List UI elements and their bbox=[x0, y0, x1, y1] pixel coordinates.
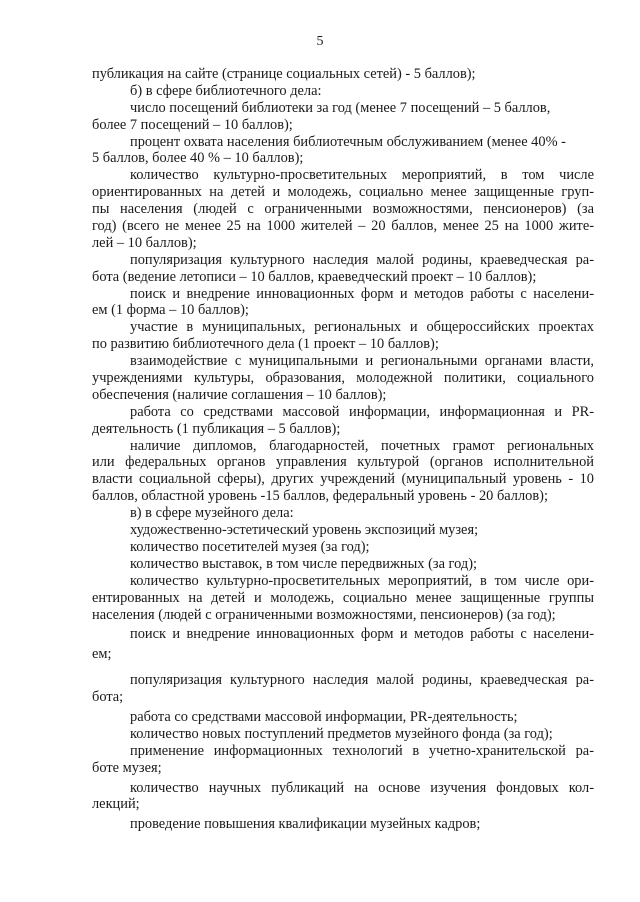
text-line: число посещений библиотеки за год (менее 7 посещений – 5 баллов, bbox=[130, 99, 551, 116]
text-line: год) (всего не менее 25 на 1000 жителей – 20 баллов, менее 25 на 1000 жите- bbox=[92, 218, 594, 235]
text-line: лей – 10 баллов); bbox=[92, 234, 197, 251]
text-line: пы населения (людей с ограниченными возможностями, пенсионеров) (за bbox=[92, 201, 594, 218]
text-line: населения (людей с ограниченными возможностями, пенсионеров) (за год); bbox=[92, 606, 556, 623]
text-line: работа со средствами массовой информации, информационная и PR- bbox=[130, 403, 594, 420]
text-line: ем (1 форма – 10 баллов); bbox=[92, 302, 249, 319]
text-line: бота; bbox=[92, 689, 124, 706]
text-line: работа со средствами массовой информации, PR-деятельность; bbox=[130, 708, 518, 725]
text-line: популяризация культурного наследия малой родины, краеведческая ра- bbox=[130, 672, 594, 689]
text-line: ентированных на детей и молодежь, социально менее защищенные группы bbox=[92, 589, 594, 606]
text-line: художественно-эстетический уровень экспозиций музея; bbox=[130, 522, 479, 539]
text-line: лекций; bbox=[92, 796, 140, 813]
text-line: обеспечения (наличие соглашения – 10 баллов); bbox=[92, 386, 387, 403]
text-line: б) в сфере библиотечного дела: bbox=[130, 82, 322, 99]
text-line: ем; bbox=[92, 646, 112, 663]
text-line: баллов, областной уровень -15 баллов, федеральный уровень - 20 баллов); bbox=[92, 488, 548, 505]
text-line: учреждениями культуры, образования, молодежной политики, социального bbox=[92, 370, 594, 387]
text-line: 5 баллов, более 40 % – 10 баллов); bbox=[92, 150, 304, 167]
text-line: взаимодействие с муниципальными и региональными органами власти, bbox=[130, 353, 594, 370]
text-line: количество посетителей музея (за год); bbox=[130, 538, 370, 555]
text-line: участие в муниципальных, региональных и общероссийских проектах bbox=[130, 319, 594, 336]
text-line: количество научных публикаций на основе изучения фондовых кол- bbox=[130, 779, 594, 796]
text-line: количество культурно-просветительных мероприятий, в том числе ори- bbox=[130, 572, 594, 589]
text-line: количество новых поступлений предметов музейного фонда (за год); bbox=[130, 725, 553, 742]
text-line: боте музея; bbox=[92, 759, 162, 776]
text-line: или федеральных органов управления культурой (органов исполнительной bbox=[92, 454, 594, 471]
text-line: публикация на сайте (странице социальных сетей) - 5 баллов); bbox=[92, 66, 476, 82]
text-line: поиск и внедрение инновационных форм и методов работы с населени- bbox=[130, 626, 594, 643]
document-body bbox=[92, 66, 594, 833]
text-line: поиск и внедрение инновационных форм и методов работы с населени- bbox=[130, 285, 594, 302]
text-line: наличие дипломов, благодарностей, почетных грамот региональных bbox=[130, 437, 594, 454]
text-line: ориентированных на детей и молодежь, социально менее защищенные груп- bbox=[92, 184, 594, 201]
text-line: в) в сфере музейного дела: bbox=[130, 505, 294, 522]
text-line: проведение повышения квалификации музейных кадров; bbox=[130, 816, 481, 833]
page-number: 5 bbox=[316, 34, 324, 49]
text-line: бота (ведение летописи – 10 баллов, краеведческий проект – 10 баллов); bbox=[92, 268, 537, 285]
text-line: по развитию библиотечного дела (1 проект – 10 баллов); bbox=[92, 336, 439, 353]
text-line: количество выставок, в том числе передвижных (за год); bbox=[130, 555, 477, 572]
text-line: власти социальной сферы), других учреждений (муниципальный уровень - 10 bbox=[92, 471, 594, 488]
text-line: процент охвата населения библиотечным обслуживанием (менее 40% - bbox=[130, 133, 566, 150]
text-line: деятельность (1 публикация – 5 баллов); bbox=[92, 420, 341, 437]
text-line: популяризация культурного наследия малой родины, краеведческая ра- bbox=[130, 251, 594, 268]
text-line: более 7 посещений – 10 баллов); bbox=[92, 116, 293, 133]
text-line: количество культурно-просветительных мероприятий, в том числе bbox=[130, 167, 594, 184]
text-line: применение информационных технологий в учетно-хранительской ра- bbox=[130, 742, 594, 759]
